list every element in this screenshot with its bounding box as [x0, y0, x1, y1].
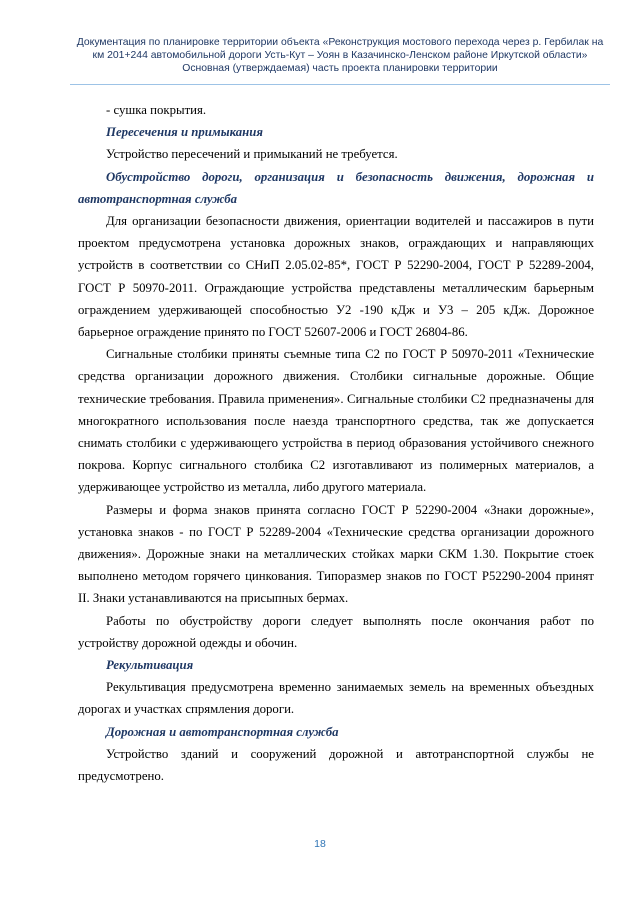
page-header	[70, 36, 610, 75]
paragraph-road-service: Устройство зданий и сооружений дорожной и автотранспортной службы не предусмотрено.	[78, 746, 594, 784]
paragraph-road-signs: Размеры и форма знаков принята согласно ГОСТ Р 52290-2004 «Знаки дорожные», установка знаков - по ГОСТ Р 52289-2004 «Технические средства организации дорожного движения». Дорожные знаки на металлических стойках марки СКМ 1.30. Покрытие стоек выполнено методом горячего цинкования. Типоразмер знаков по ГОСТ Р52290-2004 принят II. Знаки устанавливаются на присыпных бермах.	[78, 502, 594, 606]
header-project-title: Документация по планировке территории объекта «Реконструкция мостового перехода через р. Гербилак на км 201+244 автомобильной дороги Усть-Кут – Уоян в Казачинско-Ленском районе Иркутской области»	[76, 37, 604, 61]
page-body	[78, 99, 594, 787]
header-divider	[70, 84, 610, 85]
header-section-title: Основная (утверждаемая) часть проекта планировки территории	[182, 63, 498, 74]
heading-road-service: Дорожная и автотранспортная служба	[106, 724, 339, 739]
heading-road-arrangement: Обустройство дороги, организация и безопасность движения, дорожная и автотранспортная служба	[78, 169, 594, 206]
heading-intersections: Пересечения и примыкания	[106, 125, 263, 140]
paragraph-traffic-safety: Для организации безопасности движения, ориентации водителей и пассажиров в пути проектом предусмотрена установка дорожных знаков, ограждающих и направляющих устройств в соответствии со СНиП 2.05.02-85*, ГОСТ Р 52290-2004, ГОСТ Р 52289-2004, ГОСТ Р 50970-2011. Ограждающие устройства представлены металлическим барьерным ограждением удерживающей способностью У2 -190 кДж и У3 – 205 кДж. Дорожное барьерное ограждение принято по ГОСТ 52607-2006 и ГОСТ 26804-86.	[78, 214, 594, 340]
paragraph-recultivation: Рекультивация предусмотрена временно занимаемых земель на временных объездных дорогах и участках спрямления дороги.	[78, 680, 594, 717]
paragraph-works-order: Работы по обустройству дороги следует выполнять после окончания работ по устройству дорожной одежды и обочин.	[78, 613, 594, 650]
paragraph-coating-drying: - сушка покрытия.	[106, 103, 207, 117]
paragraph-intersections: Устройство пересечений и примыканий не требуется.	[106, 147, 398, 162]
paragraph-signal-posts: Сигнальные столбики приняты съемные типа С2 по ГОСТ Р 50970-2011 «Технические средства организации дорожного движения. Столбики сигнальные дорожные. Общие технические требования. Правила применения». Сигнальные столбики С2 предназначены для многократного использования после наезда транспортного средства, так же допускается снимать столбики с удерживающего устройства в период образования устойчивого снежного покрова. Корпус сигнального столбика С2 изготавливают из полимерных материалов, а удерживающее устройство из металла, либо другого материала.	[78, 347, 594, 495]
page-number: 18	[314, 838, 326, 850]
heading-recultivation: Рекультивация	[106, 658, 194, 673]
